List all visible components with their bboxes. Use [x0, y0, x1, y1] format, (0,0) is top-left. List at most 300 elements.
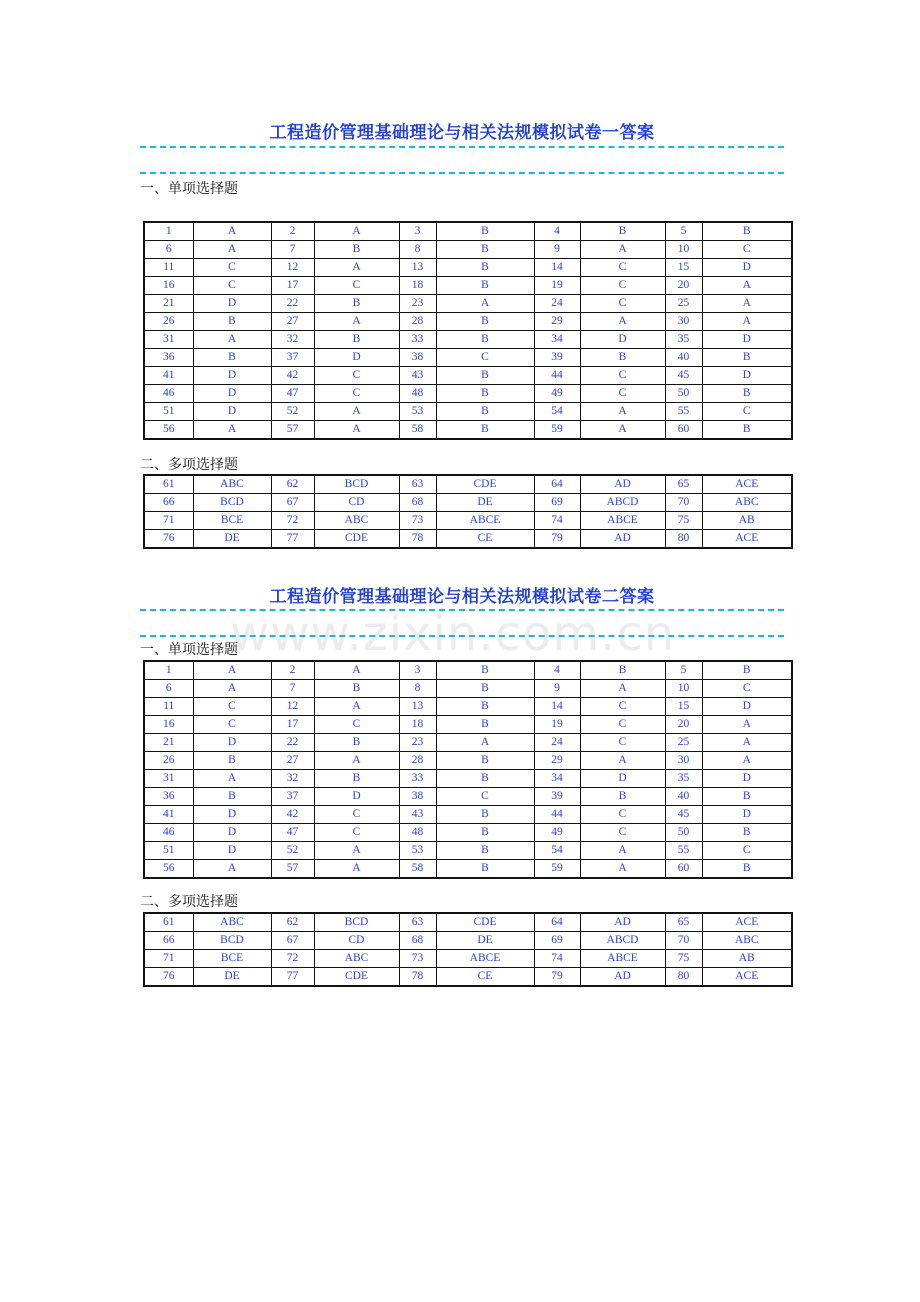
question-number-cell: 25: [665, 734, 702, 752]
question-number-cell: 80: [665, 530, 702, 549]
table-row: [144, 842, 792, 860]
question-number-cell: 10: [665, 241, 702, 259]
question-number-cell: 33: [399, 331, 436, 349]
table-row: [144, 385, 792, 403]
question-number-cell: 73: [399, 950, 436, 968]
question-number-cell: 1: [144, 661, 193, 680]
table-row: [144, 421, 792, 440]
question-number-cell: 54: [534, 842, 580, 860]
question-number-cell: 3: [399, 222, 436, 241]
table-row: [144, 222, 792, 241]
question-number-cell: 5: [665, 661, 702, 680]
answer-cell: D: [314, 788, 399, 806]
question-number-cell: 52: [271, 403, 314, 421]
answer-cell: C: [580, 698, 665, 716]
question-number-cell: 70: [665, 932, 702, 950]
answer-cell: A: [314, 259, 399, 277]
answer-cell: BCD: [193, 932, 271, 950]
question-number-cell: 8: [399, 680, 436, 698]
question-number-cell: 71: [144, 950, 193, 968]
answer-cell: A: [314, 698, 399, 716]
table-row: [144, 734, 792, 752]
answer-cell: ACE: [702, 913, 792, 932]
answer-cell: CDE: [436, 913, 534, 932]
answer-cell: C: [314, 716, 399, 734]
question-number-cell: 40: [665, 788, 702, 806]
paper-1-multi-choice-table: [143, 474, 793, 549]
answer-cell: B: [436, 661, 534, 680]
question-number-cell: 24: [534, 734, 580, 752]
paper-2-multi-choice-table: [143, 912, 793, 987]
answer-cell: B: [436, 241, 534, 259]
answer-cell: C: [314, 385, 399, 403]
answer-cell: C: [580, 367, 665, 385]
question-number-cell: 78: [399, 530, 436, 549]
question-number-cell: 12: [271, 259, 314, 277]
answer-cell: D: [193, 734, 271, 752]
answer-cell: B: [436, 222, 534, 241]
table-row: [144, 950, 792, 968]
answer-cell: A: [702, 295, 792, 313]
answer-cell: D: [702, 367, 792, 385]
answer-cell: D: [193, 367, 271, 385]
answer-cell: C: [580, 806, 665, 824]
answer-cell: A: [314, 313, 399, 331]
answer-cell: B: [436, 367, 534, 385]
answer-cell: A: [314, 842, 399, 860]
question-number-cell: 35: [665, 770, 702, 788]
question-number-cell: 72: [271, 512, 314, 530]
question-number-cell: 15: [665, 259, 702, 277]
answer-cell: D: [702, 259, 792, 277]
table-row: [144, 860, 792, 879]
question-number-cell: 48: [399, 385, 436, 403]
answer-cell: A: [314, 860, 399, 879]
question-number-cell: 27: [271, 752, 314, 770]
answer-cell: A: [580, 842, 665, 860]
answer-cell: C: [702, 842, 792, 860]
table-row: [144, 295, 792, 313]
question-number-cell: 23: [399, 295, 436, 313]
answer-cell: B: [193, 788, 271, 806]
answer-cell: ABC: [702, 494, 792, 512]
answer-cell: B: [436, 716, 534, 734]
answer-cell: C: [314, 367, 399, 385]
answer-cell: C: [702, 403, 792, 421]
answer-cell: A: [702, 313, 792, 331]
answer-cell: B: [436, 385, 534, 403]
question-number-cell: 75: [665, 950, 702, 968]
question-number-cell: 46: [144, 824, 193, 842]
answer-cell: ABCE: [436, 950, 534, 968]
table-row: [144, 475, 792, 494]
answer-cell: A: [580, 421, 665, 440]
table-row: [144, 806, 792, 824]
answer-cell: B: [702, 349, 792, 367]
question-number-cell: 48: [399, 824, 436, 842]
answer-cell: DE: [436, 494, 534, 512]
question-number-cell: 21: [144, 295, 193, 313]
answer-cell: B: [702, 421, 792, 440]
answer-cell: A: [702, 716, 792, 734]
question-number-cell: 9: [534, 680, 580, 698]
answer-cell: B: [702, 824, 792, 842]
answer-cell: B: [314, 295, 399, 313]
answer-cell: C: [580, 277, 665, 295]
answer-cell: A: [193, 770, 271, 788]
question-number-cell: 17: [271, 277, 314, 295]
answer-cell: AD: [580, 913, 665, 932]
question-number-cell: 16: [144, 716, 193, 734]
question-number-cell: 18: [399, 277, 436, 295]
question-number-cell: 5: [665, 222, 702, 241]
table-row: [144, 512, 792, 530]
answer-cell: ABCD: [580, 494, 665, 512]
answer-cell: ABC: [702, 932, 792, 950]
question-number-cell: 51: [144, 842, 193, 860]
question-number-cell: 77: [271, 968, 314, 987]
table-row: [144, 277, 792, 295]
answer-cell: B: [314, 680, 399, 698]
answer-cell: A: [193, 860, 271, 879]
answer-cell: B: [193, 313, 271, 331]
question-number-cell: 71: [144, 512, 193, 530]
question-number-cell: 30: [665, 313, 702, 331]
question-number-cell: 70: [665, 494, 702, 512]
question-number-cell: 22: [271, 295, 314, 313]
answer-cell: ABC: [193, 913, 271, 932]
answer-cell: B: [193, 349, 271, 367]
question-number-cell: 33: [399, 770, 436, 788]
question-number-cell: 23: [399, 734, 436, 752]
question-number-cell: 8: [399, 241, 436, 259]
question-number-cell: 44: [534, 367, 580, 385]
question-number-cell: 73: [399, 512, 436, 530]
question-number-cell: 62: [271, 913, 314, 932]
question-number-cell: 35: [665, 331, 702, 349]
answer-cell: D: [580, 331, 665, 349]
answer-cell: A: [702, 277, 792, 295]
question-number-cell: 21: [144, 734, 193, 752]
table-row: [144, 494, 792, 512]
answer-cell: B: [702, 222, 792, 241]
answer-cell: AD: [580, 475, 665, 494]
answer-cell: B: [436, 860, 534, 879]
answer-cell: A: [436, 734, 534, 752]
question-number-cell: 59: [534, 421, 580, 440]
question-number-cell: 45: [665, 367, 702, 385]
question-number-cell: 64: [534, 913, 580, 932]
answer-cell: CD: [314, 932, 399, 950]
answer-cell: C: [702, 241, 792, 259]
question-number-cell: 25: [665, 295, 702, 313]
question-number-cell: 42: [271, 367, 314, 385]
answer-cell: D: [314, 349, 399, 367]
answer-cell: CDE: [436, 475, 534, 494]
question-number-cell: 37: [271, 788, 314, 806]
answer-cell: B: [580, 349, 665, 367]
answer-cell: A: [193, 222, 271, 241]
question-number-cell: 41: [144, 367, 193, 385]
answer-cell: B: [436, 259, 534, 277]
answer-cell: B: [436, 698, 534, 716]
answer-cell: A: [580, 241, 665, 259]
paper-1-single-choice-heading: 一、单项选择题: [140, 181, 238, 197]
paper-2-single-choice-table: [143, 660, 793, 879]
question-number-cell: 20: [665, 716, 702, 734]
answer-cell: A: [580, 752, 665, 770]
question-number-cell: 68: [399, 932, 436, 950]
answer-cell: ABC: [314, 950, 399, 968]
answer-cell: B: [436, 331, 534, 349]
answer-cell: A: [314, 222, 399, 241]
question-number-cell: 7: [271, 680, 314, 698]
question-number-cell: 66: [144, 494, 193, 512]
question-number-cell: 69: [534, 932, 580, 950]
question-number-cell: 77: [271, 530, 314, 549]
question-number-cell: 78: [399, 968, 436, 987]
table-row: [144, 661, 792, 680]
answer-cell: C: [580, 295, 665, 313]
question-number-cell: 69: [534, 494, 580, 512]
table-row: [144, 313, 792, 331]
question-number-cell: 2: [271, 222, 314, 241]
question-number-cell: 16: [144, 277, 193, 295]
question-number-cell: 11: [144, 259, 193, 277]
answer-cell: B: [580, 788, 665, 806]
question-number-cell: 36: [144, 349, 193, 367]
question-number-cell: 26: [144, 313, 193, 331]
question-number-cell: 57: [271, 860, 314, 879]
question-number-cell: 30: [665, 752, 702, 770]
answer-cell: A: [580, 313, 665, 331]
question-number-cell: 19: [534, 716, 580, 734]
question-number-cell: 4: [534, 661, 580, 680]
question-number-cell: 55: [665, 403, 702, 421]
answer-cell: ACE: [702, 530, 792, 549]
table-row: [144, 331, 792, 349]
question-number-cell: 63: [399, 913, 436, 932]
question-number-cell: 49: [534, 824, 580, 842]
table-row: [144, 968, 792, 987]
table-row: [144, 680, 792, 698]
question-number-cell: 76: [144, 968, 193, 987]
answer-cell: ACE: [702, 968, 792, 987]
answer-cell: BCE: [193, 950, 271, 968]
question-number-cell: 47: [271, 824, 314, 842]
answer-cell: C: [580, 259, 665, 277]
answer-cell: C: [580, 716, 665, 734]
question-number-cell: 57: [271, 421, 314, 440]
answer-cell: ACE: [702, 475, 792, 494]
question-number-cell: 68: [399, 494, 436, 512]
question-number-cell: 40: [665, 349, 702, 367]
answer-cell: B: [314, 241, 399, 259]
answer-cell: D: [193, 824, 271, 842]
answer-cell: AD: [580, 530, 665, 549]
answer-cell: C: [193, 716, 271, 734]
question-number-cell: 31: [144, 770, 193, 788]
answer-cell: A: [436, 295, 534, 313]
answer-cell: B: [580, 222, 665, 241]
answer-cell: CE: [436, 530, 534, 549]
question-number-cell: 55: [665, 842, 702, 860]
question-number-cell: 27: [271, 313, 314, 331]
paper-2-single-choice-heading: 一、单项选择题: [140, 642, 238, 658]
answer-cell: B: [436, 403, 534, 421]
question-number-cell: 7: [271, 241, 314, 259]
question-number-cell: 3: [399, 661, 436, 680]
question-number-cell: 36: [144, 788, 193, 806]
answer-cell: C: [436, 349, 534, 367]
question-number-cell: 29: [534, 313, 580, 331]
question-number-cell: 44: [534, 806, 580, 824]
answer-cell: B: [702, 385, 792, 403]
question-number-cell: 4: [534, 222, 580, 241]
question-number-cell: 22: [271, 734, 314, 752]
question-number-cell: 2: [271, 661, 314, 680]
answer-cell: A: [193, 331, 271, 349]
table-row: [144, 913, 792, 932]
question-number-cell: 61: [144, 913, 193, 932]
question-number-cell: 50: [665, 824, 702, 842]
answer-cell: C: [193, 259, 271, 277]
question-number-cell: 1: [144, 222, 193, 241]
answer-cell: A: [314, 752, 399, 770]
question-number-cell: 18: [399, 716, 436, 734]
question-number-cell: 62: [271, 475, 314, 494]
question-number-cell: 72: [271, 950, 314, 968]
table-row: [144, 770, 792, 788]
answer-cell: D: [193, 842, 271, 860]
answer-cell: B: [702, 860, 792, 879]
question-number-cell: 11: [144, 698, 193, 716]
question-number-cell: 17: [271, 716, 314, 734]
answer-cell: DE: [193, 968, 271, 987]
question-number-cell: 19: [534, 277, 580, 295]
table-row: [144, 367, 792, 385]
answer-cell: ABCE: [580, 512, 665, 530]
table-row: [144, 259, 792, 277]
answer-cell: CD: [314, 494, 399, 512]
answer-cell: B: [436, 421, 534, 440]
question-number-cell: 79: [534, 968, 580, 987]
answer-cell: C: [702, 680, 792, 698]
question-number-cell: 12: [271, 698, 314, 716]
answer-cell: B: [314, 770, 399, 788]
answer-cell: C: [580, 734, 665, 752]
question-number-cell: 6: [144, 241, 193, 259]
question-number-cell: 74: [534, 950, 580, 968]
answer-cell: C: [436, 788, 534, 806]
answer-cell: B: [436, 842, 534, 860]
question-number-cell: 58: [399, 860, 436, 879]
question-number-cell: 39: [534, 349, 580, 367]
answer-cell: B: [702, 661, 792, 680]
question-number-cell: 10: [665, 680, 702, 698]
question-number-cell: 38: [399, 349, 436, 367]
answer-cell: B: [314, 734, 399, 752]
paper-2-title: 工程造价管理基础理论与相关法规模拟试卷二答案: [269, 587, 655, 607]
paper-1-multi-choice-heading: 二、多项选择题: [140, 457, 238, 473]
table-row: [144, 932, 792, 950]
answer-cell: A: [580, 860, 665, 879]
answer-cell: B: [193, 752, 271, 770]
question-number-cell: 67: [271, 932, 314, 950]
question-number-cell: 75: [665, 512, 702, 530]
answer-cell: ABCE: [436, 512, 534, 530]
question-number-cell: 47: [271, 385, 314, 403]
answer-cell: A: [193, 421, 271, 440]
answer-cell: CDE: [314, 968, 399, 987]
question-number-cell: 41: [144, 806, 193, 824]
question-number-cell: 13: [399, 698, 436, 716]
answer-cell: A: [580, 403, 665, 421]
answer-cell: A: [193, 661, 271, 680]
question-number-cell: 20: [665, 277, 702, 295]
answer-cell: B: [436, 313, 534, 331]
answer-cell: B: [314, 331, 399, 349]
question-number-cell: 14: [534, 259, 580, 277]
answer-cell: DE: [193, 530, 271, 549]
question-number-cell: 9: [534, 241, 580, 259]
question-number-cell: 56: [144, 860, 193, 879]
answer-cell: A: [580, 680, 665, 698]
answer-cell: C: [193, 277, 271, 295]
question-number-cell: 64: [534, 475, 580, 494]
answer-cell: C: [314, 277, 399, 295]
question-number-cell: 76: [144, 530, 193, 549]
answer-cell: B: [436, 277, 534, 295]
answer-cell: C: [580, 385, 665, 403]
answer-cell: A: [193, 241, 271, 259]
table-row: [144, 403, 792, 421]
answer-cell: AB: [702, 512, 792, 530]
answer-cell: D: [193, 806, 271, 824]
answer-cell: A: [193, 680, 271, 698]
question-number-cell: 32: [271, 770, 314, 788]
question-number-cell: 52: [271, 842, 314, 860]
answer-cell: BCE: [193, 512, 271, 530]
table-row: [144, 530, 792, 549]
table-row: [144, 716, 792, 734]
answer-cell: B: [436, 752, 534, 770]
answer-cell: A: [314, 421, 399, 440]
answer-cell: BCD: [314, 475, 399, 494]
answer-cell: A: [314, 403, 399, 421]
table-row: [144, 824, 792, 842]
table-row: [144, 698, 792, 716]
answer-cell: AB: [702, 950, 792, 968]
answer-cell: AD: [580, 968, 665, 987]
question-number-cell: 24: [534, 295, 580, 313]
question-number-cell: 59: [534, 860, 580, 879]
question-number-cell: 66: [144, 932, 193, 950]
answer-cell: C: [314, 806, 399, 824]
question-number-cell: 39: [534, 788, 580, 806]
answer-cell: D: [702, 698, 792, 716]
answer-cell: B: [436, 806, 534, 824]
question-number-cell: 34: [534, 331, 580, 349]
answer-cell: D: [702, 770, 792, 788]
answer-cell: C: [580, 824, 665, 842]
question-number-cell: 15: [665, 698, 702, 716]
answer-cell: D: [193, 385, 271, 403]
question-number-cell: 42: [271, 806, 314, 824]
question-number-cell: 65: [665, 913, 702, 932]
question-number-cell: 74: [534, 512, 580, 530]
answer-cell: D: [193, 295, 271, 313]
